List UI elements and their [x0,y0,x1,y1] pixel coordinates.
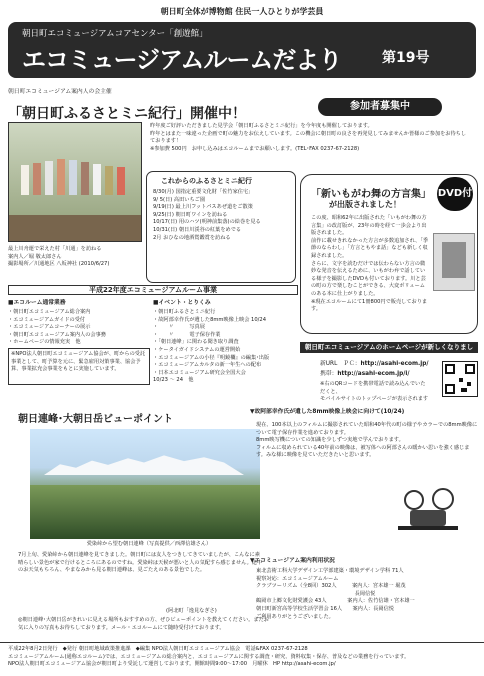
person-figure [69,160,77,195]
caption-line: 撮影場所／川通地区 八坂神社 (2010/6/27) [8,261,110,268]
person-figure [117,167,125,195]
event-item: ・ 〃 電子保存作業 [153,331,221,338]
events-title: ■イベント・とりくみ [153,300,211,306]
mountain-body: 7月上旬、愛染峠から朝日連峰を見てきました。朝日町には友人をつきしてきていましたが、こんなに素晴らしい景色が家で行けるところにあるのですね。愛染峠は天候が悪いと人の気配すら感じません。途中のお天気もちろん、やまなみから見る朝日連峰は、見ごたえのある景色でした。 [18,552,263,574]
snow-ridge [44,451,244,475]
film-line: 現在、100本以上のフィルムに撮影されていた昭和40年代の町の様子やカラーでの8mm映像について電子保存作業を進めております。 [256,422,478,436]
book-title: 「新いもがわ舞の方言集」 [311,189,431,200]
group-photo [8,122,142,242]
event-item: ・朝日町ふるさとミニ紀行 [153,309,216,315]
schedule-title: これからのふるさとミニ紀行 [161,177,252,185]
book-cover-image [433,233,475,291]
homepage-info [320,360,430,404]
events-list [153,299,298,423]
mountain-note: ◎朝日連峰･大朝日岳がきれいに見える場所もおすすめの方、ぜひビューポイントを教えてください。またお気に入りの写真もお待ちしております。メール・エコルームにて随時受付けております。 [18,617,269,631]
mobile-url-row: 携帯： http://asahi-ecom.jp/i/ [320,371,410,377]
person-figure [81,162,89,195]
photo-caption [8,246,142,269]
qr-note-line: ※右のQRコードを携帯電話で読み込んでいただくと、 [320,381,426,395]
footer-line: エコミュージアムルーム(通称エコルーム)では、エコミュージアムの総合案内と、エコミュージアムに関する調査・研究、資料収集・保存、普及などの業務を行っています。 [8,653,410,660]
regular-work-list [8,309,150,347]
recruit-badge: 参加者募集中 [318,98,442,116]
usage-line: クラブツーリズム（全8回）302人 案内人：宮本雄一 堀茂 [256,583,406,590]
slogan: 朝日町全体が博物館 住民一人ひとりが学芸員 [160,7,324,16]
schedule-item: 9/ 5(日) 高田いちご園 [153,196,206,203]
npo-note: ※NPO法人朝日町エコミュージアム協会が、町からの受託事業として、町予算を元に、緊急雇用対策事業、協会予算、事業拡充会事業をもとに実施しています。 [8,348,150,385]
event-item: ・エコミュージアムの小径『明鏡欄』の編集･出版 [153,354,270,361]
usage-list [256,568,478,621]
mountain-photo-caption: 愛染峠から望む朝日連峰（写真提供／西澤信雄さん） [86,541,212,547]
schedule-box [146,171,296,283]
schedule-item: 10/17(日) 用のハツ(明神前集落)の絵巻を見る [153,219,261,226]
event-item: ・ケータイガイドシステムの運営開始 [153,346,241,353]
usage-line: 長岡信悦 [256,590,376,597]
events-items [153,309,298,385]
pc-url-link[interactable]: http://asahi-ecom.jp/ [360,361,429,367]
usage-line: 朝日町新宮高等学校生活学習会 16人 案内人：長岡信悦 [256,605,394,612]
mini-trip-headline: 「朝日町ふるさとミニ紀行」開催中！ [8,106,246,122]
recruit-line: ※参加費 500円 お申し込みはエコルームまでお願いします。(TEL･FAX 0237-67-2128) [150,145,360,152]
caption-line: 案内人／堀 敬太郎さん [8,253,62,260]
regular-work-item: ・エコミュージアムコーナーの展示 [8,324,91,331]
event-item: 10/23 〜 24 他 [153,377,194,384]
regular-work-item: ・朝日町エコミュージアム総合案内 [8,309,91,315]
person-figure [93,164,101,195]
regular-work-item: ・朝日町エコミュージアム案内人の会事務 [8,331,106,338]
schedule-item: 9/19(日) 最上川フットパスあぜ道をご散策 [153,204,253,211]
dvd-badge: DVD付 [437,177,473,211]
schedule-item: 10/31(日) 朝日川渓谷の紅葉をめでる [153,226,242,233]
usage-line: 鶴岡市上郷文化財愛護会 43人 案内人：佐竹信雄・宮本雄一 [256,598,415,605]
book-line: ※現在エコルームにて1冊800円で販売しております。 [311,298,428,313]
schedule-item: 9/25(日) 朝日町ワインを訪ねる [153,211,228,218]
footer-line: 平成22年8月2日発行 ◆発行 朝日町地域政策推進課 ◆編集 NPO法人朝日町エコミュージアム協会 電話&FAX 0237-67-2128 [8,646,308,652]
person-figure [21,165,29,195]
usage-line: ご利用ありがとうございました。 [256,613,334,620]
newsletter-title: エコミュージアムルームだより [22,46,342,74]
organizer-text: 朝日町エコミュージアム案内人の会主催 [8,89,112,95]
film-body [256,422,478,460]
masthead [8,22,476,78]
recruit-text [150,123,470,153]
book-line: この度、昭和62年に出版された「いもがわ舞の方言集」の改訂版が、23年の時を経て一歩会より出版されました。 [311,215,427,237]
center-name: 朝日町エコミュージアムコアセンター「創遊館」 [22,29,208,39]
projector-icon [398,486,466,538]
event-item: ・ 〃 写真展 [153,324,205,331]
person-figure [33,163,41,195]
dialect-book-box [300,174,478,334]
mobile-url-link[interactable]: http://asahi-ecom.jp/i/ [337,371,410,377]
event-item: ・故阿部幸作氏が遺した8mm映像上映会 10/24 [153,316,267,323]
homepage-banner: 朝日町エコミュージアムのホームページが新しくなりました！ [300,342,478,353]
schedule-item: 2月 おひなの地酒賞鑑賞を訪ねる [153,234,231,241]
plan-banner: 平成22年度エコミュージアムルーム事業 [8,285,298,295]
event-item: ・エコミュージアムカルタの新一年生への配布 [153,362,262,369]
film-line: 8mm映写機についての知識を少しずつ実地で学んでおります。 [256,437,404,444]
footer-divider [0,642,484,643]
regular-work-item: ・エコミュージアムガイドの受付 [8,316,86,323]
recruit-line: 昨年とはまた一味違った企画で町の魅力をお伝えしています。この機会に朝日町の良さを再発見してみませんか皆様のご参加をお待ちしております！ [150,130,467,145]
usage-line: 東北芸術工科大学デザイン工学部建築・環境デザイン学科 71人 [256,568,404,574]
book-subtitle: が出版されました！ [329,200,401,209]
pc-url-row: 新URL ＰＣ： http://asahi-ecom.jp/ [320,361,429,367]
usage-line: 視察対応：エコミュージアムルーム [256,575,339,582]
caption-line: 最上川舟運で栄えた村「川通」を訪ねる [8,246,102,252]
viewpoint-heading: 朝日連峰･大朝日岳ビューポイント [18,414,173,425]
footer [8,646,478,669]
person-figure [57,159,65,195]
regular-work-item: ・ホームページの情報充実 他 [8,339,81,346]
film-heading: ▼故阿部幸作氏が遺した8mm映像上映会に向けて(10/24) [250,409,405,415]
event-item: ・日本エコミュージアム研究会全国大会 [153,369,246,376]
event-item: ・「朝日連峰」に関わる聞き取り調査 [153,339,239,346]
person-figure [45,161,53,195]
issue-number: 第19号 [382,50,430,66]
regular-work-title: ■エコルーム通常業務 [8,300,66,306]
schedule-list [153,189,293,242]
person-figure [105,166,113,195]
schedule-item: 8/30(月) 国指定重要文化財「佐竹家住宅」 [153,189,254,195]
book-line: さらに、文字を読むだけでは伝わらない方言の微妙な発音を伝えるために、いもがわ弁で話している様子を撮影したDVDも付いております。川と芸の町の方で楽しむことができる、大変ボリュームのある本に仕上がりました。 [311,260,426,297]
mountain-signature: (阿北町「逸見なぎさ) [166,608,217,614]
qr-code-icon [442,361,478,397]
mountain-photo [30,429,260,539]
usage-heading: ▼エコミュージアム案内利用状況 [250,558,335,564]
footer-line: NPO法人朝日町エコミュージアム協会が朝日町より受託して運営しております。開館時間9:00〜17:00 月曜休 HP http://asahi-ecom.jp/ [8,661,336,668]
recruit-line: 昨年度ご好評いただきました見学会「朝日町ふるさとミニ紀行」を今年度も開催しております。 [150,123,373,129]
film-line: フィルムに収められている40年前の映像は、被写体への阿部さんの暖かい思いを強く感じます。みな様に映像を見ていただきたいと思います。 [256,444,470,459]
book-body [311,215,429,314]
qr-note-line: モバイルサイトのトップページが表示されます [320,396,429,403]
forest-layer [30,485,260,539]
ground [9,215,141,241]
book-line: 前作に載せきれなかった方言が多数追加され、「季節のならわし」「方言ともやま話」なども新しく収録されました。 [311,237,429,259]
